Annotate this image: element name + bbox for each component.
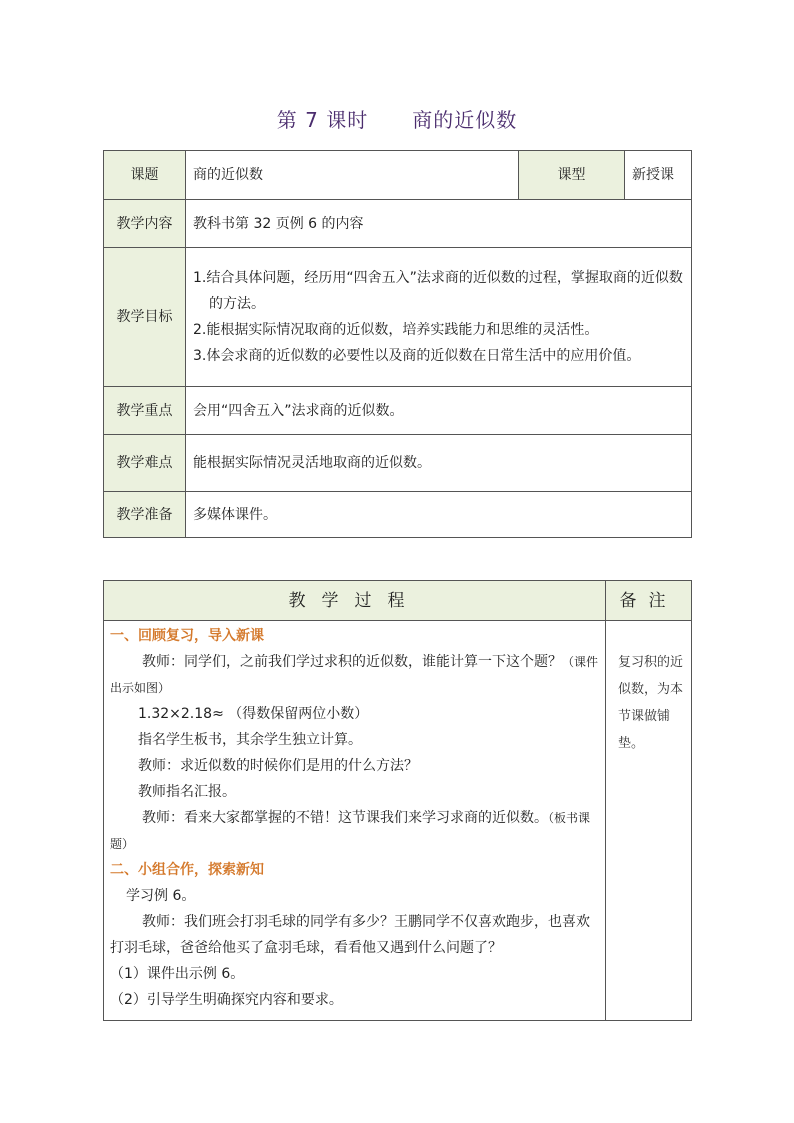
goal-item: 1.结合具体问题，经历用“四舍五入”法求商的近似数的过程，掌握取商的近似数的方法。 — [193, 270, 683, 312]
difficulty-label: 教学难点 — [104, 435, 186, 492]
lesson-number: 第 7 课时 — [276, 108, 369, 132]
process-content — [104, 621, 606, 1021]
prep-value: 多媒体课件。 — [186, 492, 692, 538]
paragraph: （2）引导学生明确探究内容和要求。 — [110, 992, 343, 1008]
key-value: 会用“四舍五入”法求商的近似数。 — [186, 387, 692, 435]
page-title — [0, 104, 794, 133]
paragraph: 学习例 6。 — [126, 888, 196, 904]
notes-header: 备注 — [606, 581, 692, 621]
paragraph: （1）课件出示例 6。 — [110, 966, 245, 982]
type-value: 新授课 — [625, 151, 692, 200]
topic-value: 商的近似数 — [186, 151, 519, 200]
goal-item: 3.体会求商的近似数的必要性以及商的近似数在日常生活中的应用价值。 — [193, 348, 641, 364]
paragraph: 指名学生板书，其余学生独立计算。 — [138, 732, 362, 748]
goals-list — [186, 248, 692, 387]
side-note: 复习积的近似数，为本节课做铺垫。 — [606, 621, 692, 1021]
topic-label: 课题 — [104, 151, 186, 200]
paragraph: 教师：求近似数的时候你们是用的什么方法？ — [138, 758, 418, 774]
type-label: 课型 — [519, 151, 625, 200]
paragraph: 教师指名汇报。 — [138, 784, 236, 800]
process-header: 教学过程 — [104, 581, 606, 621]
content-label: 教学内容 — [104, 200, 186, 248]
paragraph: 教师：看来大家都掌握的不错！这节课我们来学习求商的近似数。（板书课题） — [110, 810, 591, 851]
goals-label: 教学目标 — [104, 248, 186, 387]
goal-item: 2.能根据实际情况取商的近似数，培养实践能力和思维的灵活性。 — [193, 322, 599, 338]
section-heading: 一、回顾复习，导入新课 — [110, 628, 264, 644]
expression-line: 1.32×2.18≈ （得数保留两位小数） — [138, 706, 369, 722]
paragraph: 教师：我们班会打羽毛球的同学有多少？王鹏同学不仅喜欢跑步，也喜欢打羽毛球，爸爸给他买了盒羽毛球，看看他又遇到什么问题了？ — [110, 914, 590, 956]
lesson-info-table — [103, 150, 692, 538]
teaching-process-table — [103, 580, 692, 1021]
prep-label: 教学准备 — [104, 492, 186, 538]
key-label: 教学重点 — [104, 387, 186, 435]
difficulty-value: 能根据实际情况灵活地取商的近似数。 — [186, 435, 692, 492]
paragraph: 教师：同学们，之前我们学过求积的近似数，谁能计算一下这个题？（课件出示如图） — [110, 654, 599, 695]
lesson-topic: 商的近似数 — [412, 108, 518, 132]
content-value: 教科书第 32 页例 6 的内容 — [186, 200, 692, 248]
section-heading: 二、小组合作，探索新知 — [110, 862, 264, 878]
